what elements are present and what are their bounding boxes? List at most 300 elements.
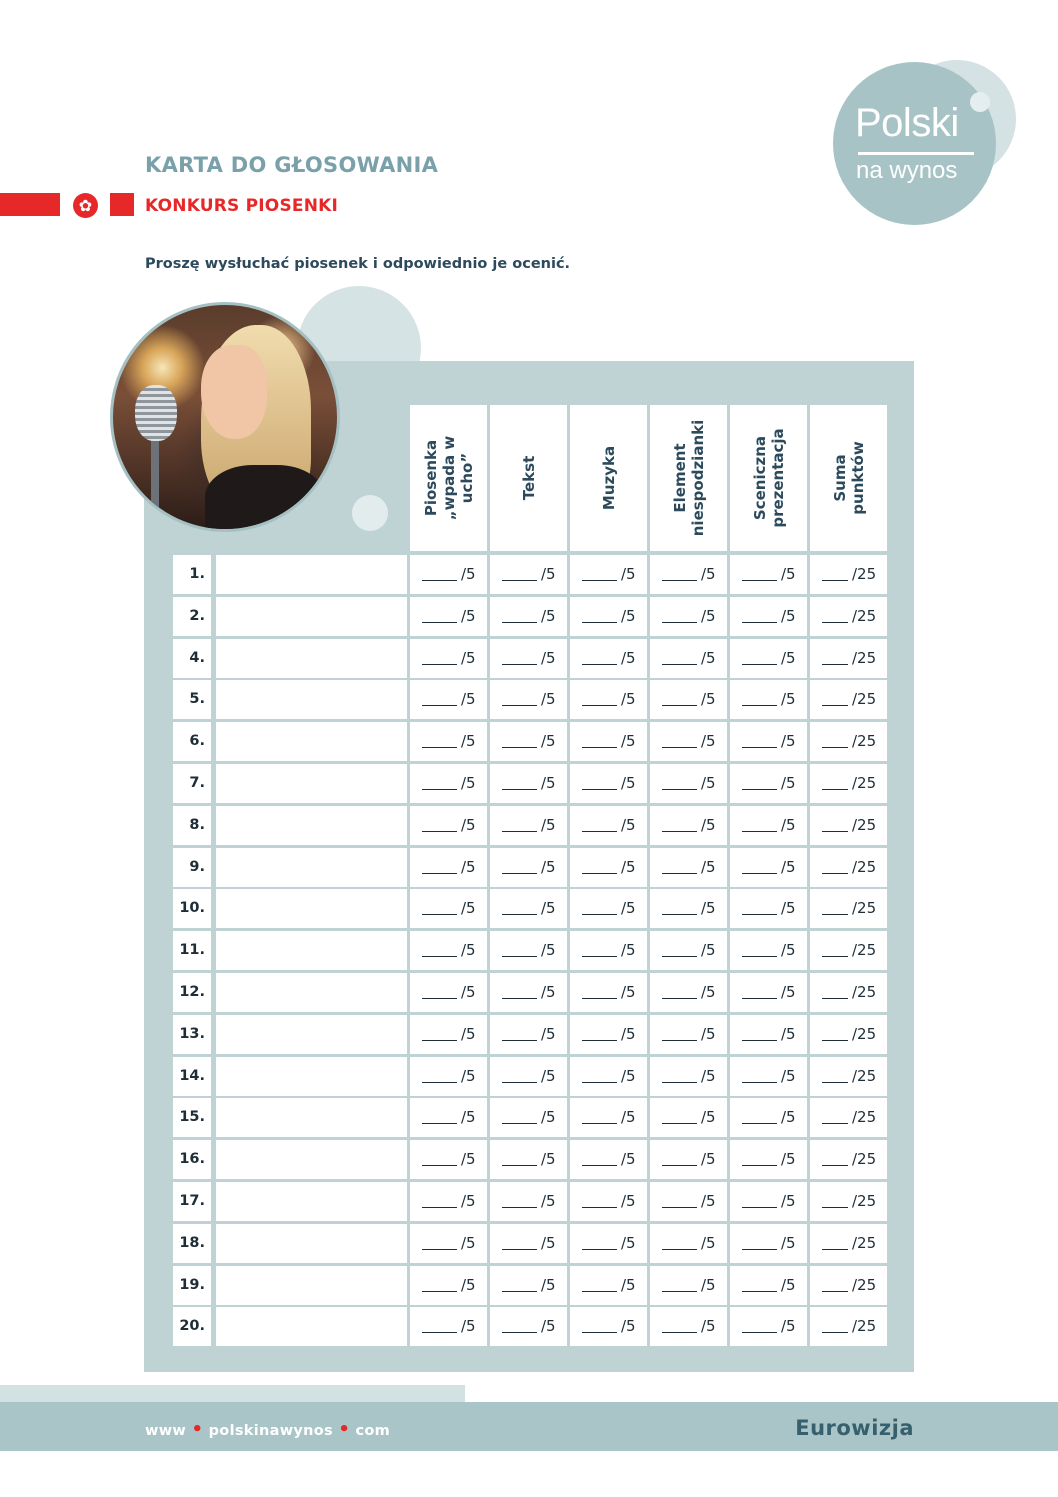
score-field[interactable] [742,607,796,625]
score-blank-line[interactable] [422,873,457,874]
score-suffix: /5 [461,858,476,876]
score-blank-line[interactable] [582,1291,617,1292]
score-field[interactable] [502,732,556,750]
score-blank-line[interactable] [742,1332,777,1333]
total-score-field[interactable] [822,1025,876,1043]
score-field[interactable] [422,1067,476,1085]
total-suffix: /25 [852,774,877,792]
score-blank-line[interactable] [582,1123,617,1124]
score-field[interactable] [422,1317,476,1335]
score-blank-line[interactable] [662,705,697,706]
score-blank-line[interactable] [422,789,457,790]
score-blank-line[interactable] [582,789,617,790]
score-field[interactable] [742,649,796,667]
song-name-field[interactable] [216,1098,407,1137]
score-field[interactable] [742,774,796,792]
total-suffix: /25 [852,565,877,583]
row-number: 8. [189,817,205,833]
score-field[interactable] [422,941,476,959]
score-field[interactable] [422,1025,476,1043]
score-field[interactable] [662,899,716,917]
total-score-field[interactable] [822,732,876,750]
score-field[interactable] [662,983,716,1001]
score-blank-line[interactable] [822,914,848,915]
score-blank-line[interactable] [742,914,777,915]
score-field[interactable] [422,858,476,876]
score-blank-line[interactable] [662,622,697,623]
score-field[interactable] [502,690,556,708]
score-field[interactable] [662,690,716,708]
score-field[interactable] [422,983,476,1001]
score-blank-line[interactable] [742,747,777,748]
score-field[interactable] [582,1192,636,1210]
score-blank-line[interactable] [822,580,848,581]
score-field[interactable] [742,816,796,834]
score-blank-line[interactable] [742,1207,777,1208]
score-blank-line[interactable] [422,664,457,665]
score-blank-line[interactable] [662,1123,697,1124]
score-field[interactable] [742,858,796,876]
score-suffix: /5 [781,899,796,917]
score-field[interactable] [422,565,476,583]
score-suffix: /5 [781,941,796,959]
score-suffix: /5 [701,649,716,667]
score-blank-line[interactable] [662,1249,697,1250]
score-blank-line[interactable] [742,1291,777,1292]
score-blank-line[interactable] [422,831,457,832]
score-blank-line[interactable] [742,1082,777,1083]
score-field[interactable] [662,858,716,876]
score-field[interactable] [582,1150,636,1168]
score-suffix: /5 [621,1276,636,1294]
total-score-field[interactable] [822,941,876,959]
score-blank-line[interactable] [582,1332,617,1333]
row-number: 11. [179,942,205,958]
score-suffix: /5 [781,649,796,667]
score-suffix: /5 [701,774,716,792]
score-blank-line[interactable] [662,747,697,748]
score-blank-line[interactable] [502,1082,537,1083]
score-field[interactable] [662,941,716,959]
score-field[interactable] [582,858,636,876]
score-blank-line[interactable] [422,1249,457,1250]
header-line: prezentacja [768,428,787,528]
score-blank-line[interactable] [662,873,697,874]
score-blank-line[interactable] [822,1165,848,1166]
score-field[interactable] [502,941,556,959]
score-blank-line[interactable] [502,705,537,706]
score-blank-line[interactable] [582,705,617,706]
score-blank-line[interactable] [822,1249,848,1250]
score-field[interactable] [502,816,556,834]
total-score-field[interactable] [822,1276,876,1294]
score-blank-line[interactable] [822,1040,848,1041]
score-field[interactable] [502,649,556,667]
total-suffix: /25 [852,983,877,1001]
score-blank-line[interactable] [582,1165,617,1166]
score-field[interactable] [582,899,636,917]
total-suffix: /25 [852,732,877,750]
score-blank-line[interactable] [422,747,457,748]
score-field[interactable] [582,1317,636,1335]
score-field[interactable] [662,1192,716,1210]
song-name-field[interactable] [216,680,407,719]
score-field[interactable] [502,774,556,792]
score-field[interactable] [502,899,556,917]
total-score-field[interactable] [822,1108,876,1126]
score-field[interactable] [662,1150,716,1168]
score-suffix: /5 [541,1317,556,1335]
score-blank-line[interactable] [502,1040,537,1041]
total-score-field[interactable] [822,899,876,917]
score-field[interactable] [662,1276,716,1294]
score-blank-line[interactable] [662,998,697,999]
song-name-field[interactable] [216,1224,407,1263]
score-field[interactable] [662,1317,716,1335]
score-blank-line[interactable] [502,1207,537,1208]
score-blank-line[interactable] [582,747,617,748]
row-number: 13. [179,1026,205,1042]
score-blank-line[interactable] [662,1040,697,1041]
song-name-field[interactable] [216,1140,407,1179]
score-field[interactable] [742,1108,796,1126]
score-field[interactable] [582,607,636,625]
score-field[interactable] [422,1276,476,1294]
score-field[interactable] [582,1234,636,1252]
score-suffix: /5 [781,774,796,792]
score-blank-line[interactable] [422,1291,457,1292]
score-field[interactable] [662,565,716,583]
song-name-field[interactable] [216,1307,407,1346]
score-field[interactable] [662,732,716,750]
score-blank-line[interactable] [502,1291,537,1292]
song-name-field[interactable] [216,1015,407,1054]
score-field[interactable] [502,1192,556,1210]
score-blank-line[interactable] [742,789,777,790]
score-blank-line[interactable] [742,1123,777,1124]
total-score-field[interactable] [822,1192,876,1210]
score-field[interactable] [502,1025,556,1043]
score-blank-line[interactable] [662,1332,697,1333]
score-field[interactable] [422,816,476,834]
score-blank-line[interactable] [422,1123,457,1124]
score-field[interactable] [742,983,796,1001]
score-blank-line[interactable] [502,1332,537,1333]
score-field[interactable] [422,649,476,667]
score-blank-line[interactable] [582,1207,617,1208]
score-blank-line[interactable] [582,664,617,665]
total-score-field[interactable] [822,1067,876,1085]
score-suffix: /5 [781,1276,796,1294]
row-number: 18. [179,1235,205,1251]
song-name-field[interactable] [216,722,407,761]
score-suffix: /5 [781,1150,796,1168]
score-blank-line[interactable] [742,1040,777,1041]
score-suffix: /5 [541,1067,556,1085]
total-suffix: /25 [852,899,877,917]
score-field[interactable] [662,816,716,834]
score-suffix: /5 [461,1025,476,1043]
score-blank-line[interactable] [742,1249,777,1250]
score-blank-line[interactable] [822,664,848,665]
score-blank-line[interactable] [502,1249,537,1250]
score-blank-line[interactable] [662,914,697,915]
score-field[interactable] [582,732,636,750]
score-blank-line[interactable] [742,622,777,623]
score-blank-line[interactable] [582,831,617,832]
score-blank-line[interactable] [502,664,537,665]
score-field[interactable] [422,690,476,708]
song-name-field[interactable] [216,889,407,928]
score-blank-line[interactable] [822,1082,848,1083]
score-blank-line[interactable] [742,664,777,665]
score-blank-line[interactable] [502,747,537,748]
score-field[interactable] [422,1234,476,1252]
score-blank-line[interactable] [662,580,697,581]
row-number: 2. [189,608,205,624]
score-blank-line[interactable] [582,1082,617,1083]
score-field[interactable] [582,1025,636,1043]
score-blank-line[interactable] [582,1249,617,1250]
score-blank-line[interactable] [502,622,537,623]
score-blank-line[interactable] [502,956,537,957]
score-blank-line[interactable] [742,831,777,832]
score-field[interactable] [582,1276,636,1294]
score-field[interactable] [502,983,556,1001]
score-suffix: /5 [461,565,476,583]
score-blank-line[interactable] [662,1165,697,1166]
score-field[interactable] [582,1067,636,1085]
score-field[interactable] [502,858,556,876]
score-field[interactable] [742,1276,796,1294]
total-suffix: /25 [852,649,877,667]
total-suffix: /25 [852,816,877,834]
score-blank-line[interactable] [662,956,697,957]
score-field[interactable] [582,774,636,792]
score-blank-line[interactable] [742,998,777,999]
song-name-field[interactable] [216,1266,407,1305]
score-blank-line[interactable] [422,705,457,706]
score-blank-line[interactable] [422,956,457,957]
score-blank-line[interactable] [662,664,697,665]
score-field[interactable] [422,774,476,792]
score-blank-line[interactable] [742,705,777,706]
score-blank-line[interactable] [742,580,777,581]
total-score-field[interactable] [822,774,876,792]
score-suffix: /5 [541,858,556,876]
song-name-field[interactable] [216,848,407,887]
score-field[interactable] [422,899,476,917]
score-blank-line[interactable] [582,1040,617,1041]
score-field[interactable] [502,1108,556,1126]
score-blank-line[interactable] [502,998,537,999]
score-blank-line[interactable] [502,873,537,874]
total-score-field[interactable] [822,983,876,1001]
score-blank-line[interactable] [662,1082,697,1083]
score-field[interactable] [502,1067,556,1085]
score-field[interactable] [742,1150,796,1168]
score-blank-line[interactable] [422,914,457,915]
score-blank-line[interactable] [502,831,537,832]
score-suffix: /5 [461,816,476,834]
score-blank-line[interactable] [822,622,848,623]
score-suffix: /5 [701,983,716,1001]
total-score-field[interactable] [822,858,876,876]
score-suffix: /5 [461,941,476,959]
score-field[interactable] [582,690,636,708]
score-blank-line[interactable] [582,998,617,999]
total-score-field[interactable] [822,607,876,625]
score-suffix: /5 [621,1317,636,1335]
score-field[interactable] [662,1234,716,1252]
score-field[interactable] [742,941,796,959]
score-suffix: /5 [461,1067,476,1085]
logo-divider [858,152,974,155]
score-blank-line[interactable] [422,622,457,623]
score-blank-line[interactable] [422,1082,457,1083]
score-suffix: /5 [541,1108,556,1126]
score-blank-line[interactable] [422,1207,457,1208]
song-name-field[interactable] [216,1057,407,1096]
score-blank-line[interactable] [502,914,537,915]
song-name-field[interactable] [216,597,407,636]
header-line: ucho” [457,452,476,504]
score-suffix: /5 [621,1234,636,1252]
score-field[interactable] [742,1234,796,1252]
score-blank-line[interactable] [742,1165,777,1166]
song-name-field[interactable] [216,973,407,1012]
score-field[interactable] [422,607,476,625]
footer-website [145,1419,390,1440]
score-field[interactable] [662,774,716,792]
score-field[interactable] [742,899,796,917]
score-field[interactable] [502,565,556,583]
score-blank-line[interactable] [822,747,848,748]
song-name-field[interactable] [216,931,407,970]
score-blank-line[interactable] [662,1207,697,1208]
score-blank-line[interactable] [582,622,617,623]
score-field[interactable] [502,1234,556,1252]
score-blank-line[interactable] [502,580,537,581]
score-field[interactable] [582,941,636,959]
score-field[interactable] [582,816,636,834]
score-field[interactable] [742,1192,796,1210]
score-field[interactable] [422,1150,476,1168]
score-blank-line[interactable] [582,956,617,957]
score-blank-line[interactable] [582,580,617,581]
score-field[interactable] [662,607,716,625]
score-blank-line[interactable] [582,914,617,915]
score-field[interactable] [582,649,636,667]
score-field[interactable] [742,1067,796,1085]
score-field[interactable] [742,690,796,708]
score-field[interactable] [422,732,476,750]
score-blank-line[interactable] [662,831,697,832]
score-field[interactable] [662,649,716,667]
mic-stand [151,439,159,532]
score-suffix: /5 [461,1234,476,1252]
total-score-field[interactable] [822,816,876,834]
score-field[interactable] [502,1150,556,1168]
score-field[interactable] [422,1192,476,1210]
score-blank-line[interactable] [502,1123,537,1124]
score-blank-line[interactable] [822,705,848,706]
score-field[interactable] [582,1108,636,1126]
score-blank-line[interactable] [422,998,457,999]
total-score-field[interactable] [822,1150,876,1168]
score-field[interactable] [422,1108,476,1126]
score-suffix: /5 [461,983,476,1001]
song-name-field[interactable] [216,555,407,594]
url-dot: • [338,1419,351,1440]
score-suffix: /5 [701,1317,716,1335]
total-score-field[interactable] [822,690,876,708]
song-name-field[interactable] [216,639,407,678]
score-field[interactable] [662,1108,716,1126]
score-blank-line[interactable] [822,1332,848,1333]
score-blank-line[interactable] [742,873,777,874]
total-score-field[interactable] [822,565,876,583]
song-name-field[interactable] [216,806,407,845]
total-score-field[interactable] [822,1317,876,1335]
score-blank-line[interactable] [662,789,697,790]
score-field[interactable] [582,983,636,1001]
score-blank-line[interactable] [422,1040,457,1041]
score-blank-line[interactable] [822,1291,848,1292]
score-suffix: /5 [701,1234,716,1252]
score-field[interactable] [742,732,796,750]
score-field[interactable] [582,565,636,583]
song-name-field[interactable] [216,1182,407,1221]
score-field[interactable] [662,1025,716,1043]
page-subtitle: KONKURS PIOSENKI [145,196,339,216]
score-field[interactable] [742,565,796,583]
score-blank-line[interactable] [502,789,537,790]
row-number: 4. [189,650,205,666]
score-blank-line[interactable] [502,1165,537,1166]
score-blank-line[interactable] [422,1165,457,1166]
score-suffix: /5 [781,983,796,1001]
score-suffix: /5 [781,1234,796,1252]
total-score-field[interactable] [822,649,876,667]
score-blank-line[interactable] [822,998,848,999]
score-blank-line[interactable] [662,1291,697,1292]
score-blank-line[interactable] [822,1207,848,1208]
score-blank-line[interactable] [742,956,777,957]
total-score-field[interactable] [822,1234,876,1252]
score-blank-line[interactable] [822,789,848,790]
score-blank-line[interactable] [422,1332,457,1333]
score-field[interactable] [502,1317,556,1335]
score-blank-line[interactable] [822,1123,848,1124]
song-name-field[interactable] [216,764,407,803]
score-suffix: /5 [701,941,716,959]
score-field[interactable] [502,1276,556,1294]
score-blank-line[interactable] [422,580,457,581]
red-accent-square [110,193,134,216]
score-blank-line[interactable] [822,956,848,957]
score-suffix: /5 [781,732,796,750]
score-field[interactable] [662,1067,716,1085]
score-field[interactable] [742,1025,796,1043]
score-field[interactable] [502,607,556,625]
score-field[interactable] [742,1317,796,1335]
score-suffix: /5 [621,690,636,708]
score-blank-line[interactable] [822,873,848,874]
score-blank-line[interactable] [582,873,617,874]
score-blank-line[interactable] [822,831,848,832]
row-number: 10. [179,900,205,916]
